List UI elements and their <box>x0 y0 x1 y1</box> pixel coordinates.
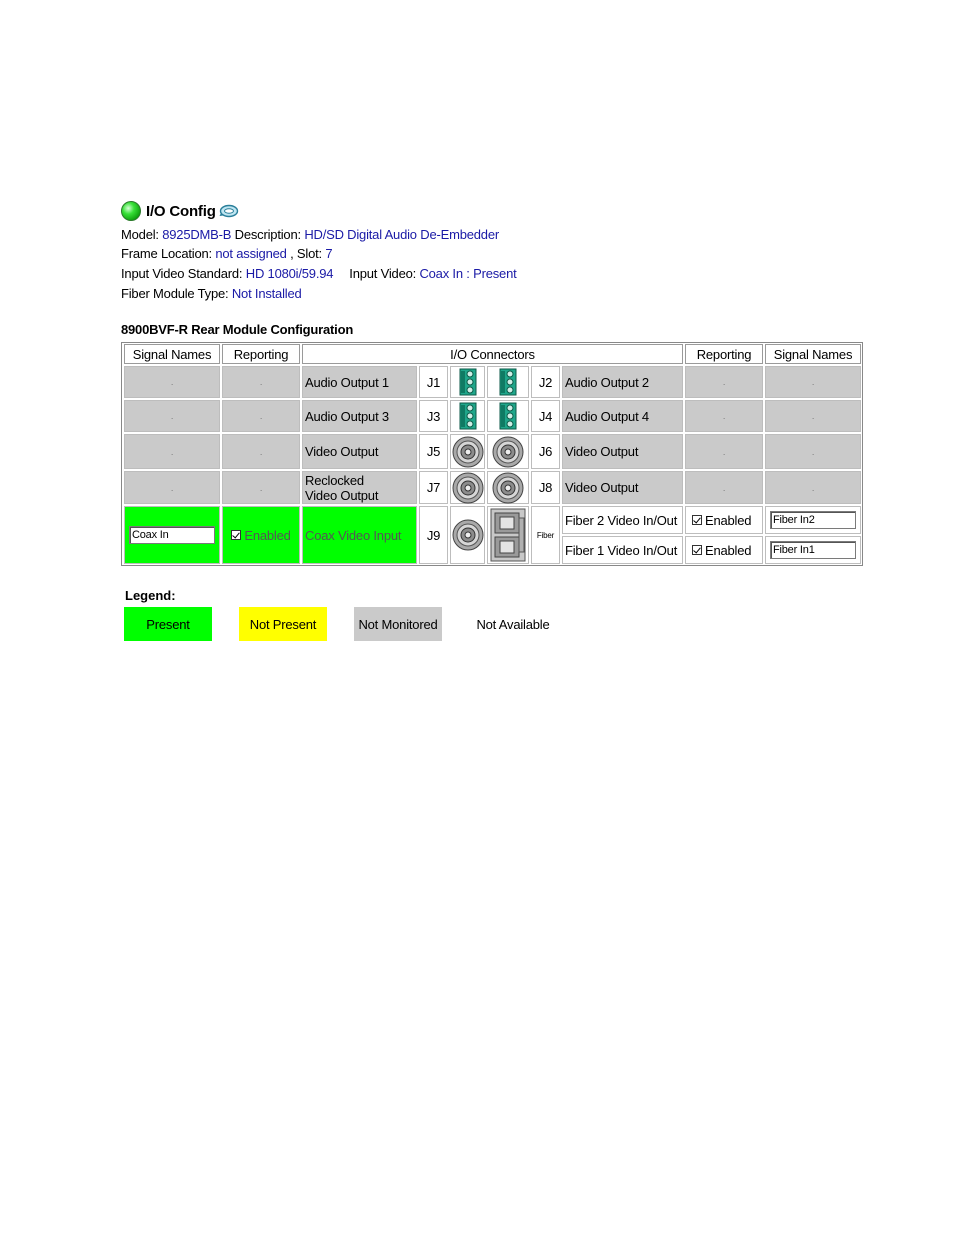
coax-reporting-label: Enabled <box>244 527 291 543</box>
not-monitored-dot: . <box>722 411 726 421</box>
not-monitored-dot: . <box>259 377 263 387</box>
connector-label: Audio Output 4 <box>562 400 683 432</box>
page-title: I/O Config <box>146 202 216 220</box>
audio-terminal-icon <box>499 402 517 430</box>
coax-video-input-label: Coax Video Input <box>302 506 417 564</box>
connector-label: Video Output <box>302 434 417 469</box>
audio-terminal-icon <box>499 368 517 396</box>
frame-value[interactable]: not assigned <box>215 246 287 261</box>
rear-module-config-table <box>121 342 863 566</box>
fiber1-signal-name-cell <box>765 536 861 564</box>
not-monitored-dot: . <box>811 446 815 457</box>
signal-name-cell <box>124 400 220 432</box>
model-value: 8925DMB-B <box>162 227 232 242</box>
not-monitored-dot: . <box>722 377 726 387</box>
slot-value: 7 <box>325 246 333 261</box>
legend-not-available: Not Available <box>476 616 550 632</box>
page-header <box>121 200 239 222</box>
header-signal-names-left: Signal Names <box>124 344 220 364</box>
coax-signal-name-input[interactable]: Coax In <box>129 526 215 544</box>
signal-name-cell <box>124 434 220 469</box>
standard-label: Input Video Standard: <box>121 266 246 281</box>
legend-not-monitored: Not Monitored <box>354 607 442 641</box>
not-monitored-dot: . <box>722 482 726 493</box>
audio-terminal-icon <box>459 402 477 430</box>
reporting-cell <box>222 400 300 432</box>
fiber2-reporting-cell <box>685 506 763 534</box>
audio-connector-j2[interactable] <box>487 366 529 398</box>
connector-label: Audio Output 3 <box>302 400 417 432</box>
input-video-label: Input Video: <box>349 266 420 281</box>
bnc-connector-j7[interactable] <box>450 471 485 504</box>
fiber-connector[interactable] <box>487 506 529 564</box>
not-monitored-dot: . <box>170 482 174 493</box>
fiber-connector-icon <box>490 508 526 562</box>
connector-label: Audio Output 1 <box>302 366 417 398</box>
not-monitored-dot: . <box>259 446 263 457</box>
jack-label: J4 <box>531 400 560 432</box>
signal-name-cell <box>124 471 220 504</box>
not-monitored-dot: . <box>811 482 815 493</box>
model-line <box>121 227 499 242</box>
fiber-module-label: Fiber Module Type: <box>121 286 232 301</box>
fiber-module-value: Not Installed <box>231 286 302 301</box>
model-label: Model: <box>121 227 163 242</box>
bnc-connector-icon <box>452 519 484 551</box>
audio-connector-j3[interactable] <box>450 400 485 432</box>
description-value: HD/SD Digital Audio De-Embedder <box>304 227 499 242</box>
signal-name-cell <box>765 366 861 398</box>
fiber1-reporting-label: Enabled <box>705 542 752 558</box>
jack-label: J6 <box>531 434 560 469</box>
legend-not-present: Not Present <box>239 607 327 641</box>
connector-label: Audio Output 2 <box>562 366 683 398</box>
reporting-cell <box>222 434 300 469</box>
status-led-icon <box>121 201 141 221</box>
header-reporting-left: Reporting <box>222 344 300 364</box>
coax-reporting-cell <box>222 506 300 564</box>
audio-connector-j1[interactable] <box>450 366 485 398</box>
legend-title: Legend: <box>125 588 176 603</box>
input-video-value: Coax In : Present <box>419 266 517 281</box>
not-monitored-dot: . <box>170 377 174 387</box>
bnc-connector-icon <box>492 436 524 468</box>
frame-label: Frame Location: <box>121 246 216 261</box>
bnc-connector-j6[interactable] <box>487 434 529 469</box>
refresh-icon[interactable] <box>219 203 239 219</box>
bnc-connector-icon <box>492 472 524 504</box>
not-monitored-dot: . <box>259 411 263 421</box>
reporting-cell <box>222 366 300 398</box>
signal-name-cell <box>765 471 861 504</box>
header-io-connectors: I/O Connectors <box>302 344 683 364</box>
standard-value: HD 1080i/59.94 <box>245 266 334 281</box>
reporting-cell <box>685 400 763 432</box>
not-monitored-dot: . <box>259 482 263 493</box>
not-monitored-dot: . <box>722 446 726 457</box>
reporting-cell <box>685 471 763 504</box>
not-monitored-dot: . <box>170 411 174 421</box>
header-signal-names-right: Signal Names <box>765 344 861 364</box>
video-standard-line <box>121 266 517 281</box>
bnc-connector-j5[interactable] <box>450 434 485 469</box>
fiber2-reporting-label: Enabled <box>705 512 752 528</box>
legend-present: Present <box>124 607 212 641</box>
connector-label-line2: Video Output <box>305 488 379 503</box>
jack-label: J9 <box>419 506 448 564</box>
coax-signal-name-cell <box>124 506 220 564</box>
bnc-connector-icon <box>452 436 484 468</box>
fiber1-label: Fiber 1 Video In/Out <box>562 536 683 564</box>
not-monitored-dot: . <box>811 377 815 387</box>
audio-connector-j4[interactable] <box>487 400 529 432</box>
not-monitored-dot: . <box>170 446 174 457</box>
fiber-text: Fiber <box>531 506 560 564</box>
connector-label: Video Output <box>562 471 683 504</box>
fiber2-reporting-checkbox[interactable] <box>692 515 702 525</box>
signal-name-cell <box>765 434 861 469</box>
reporting-cell <box>685 434 763 469</box>
fiber1-signal-name-input[interactable]: Fiber In1 <box>770 541 856 559</box>
connector-label <box>302 471 417 504</box>
jack-label: J3 <box>419 400 448 432</box>
fiber2-label: Fiber 2 Video In/Out <box>562 506 683 534</box>
fiber-module-line <box>121 286 302 301</box>
jack-label: J7 <box>419 471 448 504</box>
fiber2-signal-name-cell <box>765 506 861 534</box>
jack-label: J8 <box>531 471 560 504</box>
header-reporting-right: Reporting <box>685 344 763 364</box>
jack-label: J5 <box>419 434 448 469</box>
bnc-connector-j9[interactable] <box>450 506 485 564</box>
jack-label: J1 <box>419 366 448 398</box>
fiber2-signal-name-input[interactable]: Fiber In2 <box>770 511 856 529</box>
coax-reporting-checkbox[interactable] <box>231 530 241 540</box>
signal-name-cell <box>124 366 220 398</box>
audio-terminal-icon <box>459 368 477 396</box>
fiber1-reporting-checkbox[interactable] <box>692 545 702 555</box>
fiber1-reporting-cell <box>685 536 763 564</box>
connector-label: Video Output <box>562 434 683 469</box>
description-label: Description: <box>231 227 305 242</box>
not-monitored-dot: . <box>811 411 815 421</box>
section-title: 8900BVF-R Rear Module Configuration <box>121 322 354 337</box>
slot-label: , Slot: <box>286 246 326 261</box>
connector-label-line1: Reclocked <box>305 473 364 488</box>
jack-label: J2 <box>531 366 560 398</box>
reporting-cell <box>685 366 763 398</box>
frame-line <box>121 246 332 261</box>
bnc-connector-j8[interactable] <box>487 471 529 504</box>
reporting-cell <box>222 471 300 504</box>
signal-name-cell <box>765 400 861 432</box>
bnc-connector-icon <box>452 472 484 504</box>
